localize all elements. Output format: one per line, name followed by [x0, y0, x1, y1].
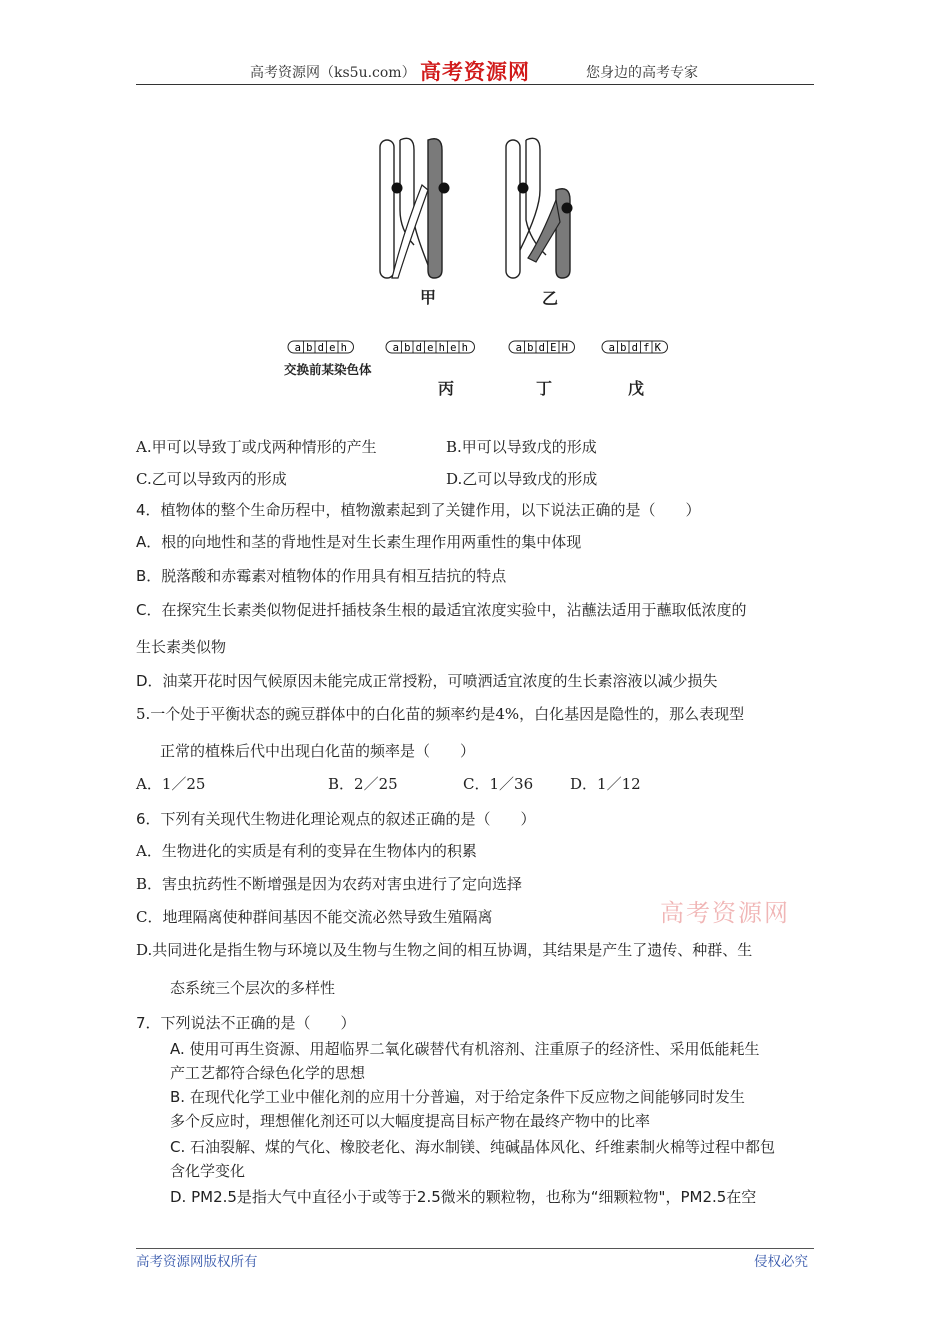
- q4-option-a: A．根的向地性和茎的背地性是对生长素生理作用两重性的集中体现: [136, 533, 582, 551]
- q5-option-a: A．1／25: [136, 775, 206, 793]
- q6-option-b: B．害虫抗药性不断增强是因为农药对害虫进行了定向选择: [136, 875, 523, 893]
- q4-option-b: B．脱落酸和赤霉素对植物体的作用具有相互拮抗的特点: [136, 567, 507, 585]
- q4-option-c-line2: 生长素类似物: [136, 638, 227, 656]
- caption-before-exchange: 交换前某染色体: [284, 362, 372, 377]
- segment-wu: [600, 339, 670, 358]
- gene-letter: a: [515, 342, 522, 354]
- gene-letter: d: [538, 342, 545, 354]
- gene-letter: e: [450, 342, 457, 354]
- label-yi: 乙: [542, 289, 559, 308]
- footer-right-text: 侵权必究: [754, 1254, 808, 1270]
- gene-letter: a: [608, 342, 615, 354]
- segment-ding: [507, 339, 577, 358]
- label-jia: 甲: [420, 288, 437, 307]
- gene-letter: b: [527, 342, 534, 354]
- q5-option-c: C．1／36: [463, 775, 534, 793]
- gene-letter: e: [427, 342, 434, 354]
- q7-stem: 7．下列说法不正确的是（ ）: [136, 1014, 356, 1032]
- watermark-logo: 高考资源网: [660, 899, 790, 927]
- q7-option-c-line1: C. 石油裂解、煤的气化、橡胶老化、海水制镁、纯碱晶体风化、纤维素制火棉等过程中都包: [170, 1138, 776, 1156]
- q5-stem-line1: 5.一个处于平衡状态的豌豆群体中的白化苗的频率约是4%，白化基因是隐性的，那么表现型: [136, 705, 745, 723]
- q6-stem: 6．下列有关现代生物进化理论观点的叙述正确的是（ ）: [136, 810, 536, 828]
- gene-letter: H: [561, 342, 568, 354]
- gene-letter: f: [643, 342, 650, 354]
- footer-left-text: 高考资源网版权所有: [136, 1254, 258, 1270]
- q7-option-a-line1: A. 使用可再生资源、用超临界二氧化碳替代有机溶剂、注重原子的经济性、采用低能耗生: [170, 1040, 760, 1058]
- q3-option-c: C.乙可以导致丙的形成: [136, 470, 287, 488]
- header-left-text: 高考资源网（ks5u.com）: [250, 65, 416, 81]
- label-ding: 丁: [536, 379, 553, 398]
- q4-option-c-line1: C．在探究生长素类似物促进扦插枝条生根的最适宜浓度实验中，沾蘸法适用于蘸取低浓度的: [136, 601, 747, 619]
- gene-letter: b: [306, 342, 313, 354]
- segment-before: [286, 339, 356, 358]
- q6-option-d-line1: D.共同进化是指生物与环境以及生物与生物之间的相互协调，其结果是产生了遗传、种群、生: [136, 941, 753, 959]
- gene-letter: a: [392, 342, 399, 354]
- label-wu: 戊: [628, 379, 645, 398]
- q4-stem: 4．植物体的整个生命历程中，植物激素起到了关键作用，以下说法正确的是（ ）: [136, 501, 701, 519]
- q6-option-d-line2: 态系统三个层次的多样性: [170, 979, 336, 997]
- q6-option-a: A．生物进化的实质是有利的变异在生物体内的积累: [136, 842, 477, 860]
- q6-option-c: C．地理隔离使种群间基因不能交流必然导致生殖隔离: [136, 908, 493, 926]
- gene-letter: d: [317, 342, 324, 354]
- q5-option-d: D．1／12: [570, 775, 641, 793]
- q3-option-a: A.甲可以导致丁或戊两种情形的产生: [136, 438, 377, 456]
- gene-letter: d: [415, 342, 422, 354]
- gene-letter: h: [461, 342, 468, 354]
- gene-letter: h: [438, 342, 445, 354]
- gene-letter: b: [620, 342, 627, 354]
- q3-option-d: D.乙可以导致戊的形成: [446, 470, 598, 488]
- header-right-text: 您身边的高考专家: [586, 65, 698, 81]
- q7-option-d-line1: D. PM2.5是指大气中直径小于或等于2.5微米的颗粒物，也称为“细颗粒物"，PM2.5在空: [170, 1188, 757, 1206]
- footer-divider: [136, 1248, 814, 1249]
- gene-letter: K: [654, 342, 661, 354]
- gene-letter: a: [294, 342, 301, 354]
- q7-option-b-line1: B. 在现代化学工业中催化剂的应用十分普遍，对于给定条件下反应物之间能够同时发生: [170, 1088, 745, 1106]
- segment-bing: [384, 339, 477, 358]
- chromosome-pair-yi: [506, 138, 573, 278]
- gene-letter: b: [404, 342, 411, 354]
- q5-stem-line2: 正常的植株后代中出现白化苗的频率是（ ）: [160, 742, 476, 760]
- chromosome-crossover-figure: [370, 130, 590, 290]
- q7-option-b-line2: 多个反应时，理想催化剂还可以大幅度提高目标产物在最终产物中的比率: [170, 1112, 651, 1130]
- gene-letter: h: [340, 342, 347, 354]
- gene-letter: e: [329, 342, 336, 354]
- q5-option-b: B．2／25: [328, 775, 398, 793]
- header-brand-logo: 高考资源网: [420, 59, 530, 84]
- q7-option-c-line2: 含化学变化: [170, 1162, 246, 1180]
- gene-letter: E: [550, 342, 557, 354]
- q3-option-b: B.甲可以导致戊的形成: [446, 438, 597, 456]
- chromosome-pair-jia: [380, 138, 450, 278]
- gene-letter: d: [631, 342, 638, 354]
- header-divider: [136, 84, 814, 85]
- q7-option-a-line2: 产工艺都符合绿色化学的思想: [170, 1064, 366, 1082]
- label-bing: 丙: [438, 379, 455, 398]
- q4-option-d: D．油菜开花时因气候原因未能完成正常授粉，可喷洒适宜浓度的生长素溶液以减少损失: [136, 672, 718, 690]
